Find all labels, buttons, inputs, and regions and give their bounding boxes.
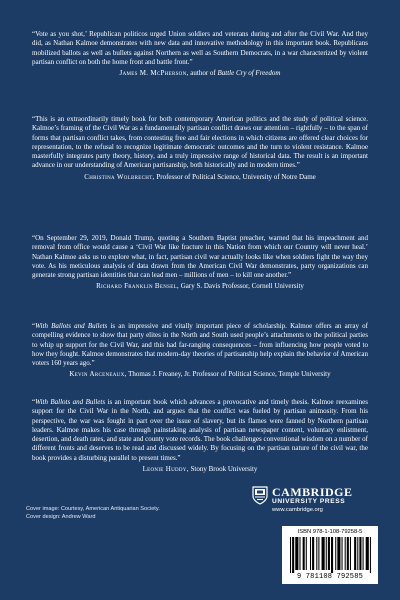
endorsement-mcpherson xyxy=(32,30,368,78)
isbn-barcode xyxy=(282,526,378,584)
barcode-bar xyxy=(342,537,343,570)
barcode-bar xyxy=(345,537,346,570)
book-title-italic: With Ballots and Bullets xyxy=(35,322,108,330)
barcode-bar xyxy=(363,537,364,570)
endorsement-quote: “Vote as you shot,’ Republican politicos urged Union soldiers and veterans during and after the Civil War. And they did, as Nathan Kalmoe demonstrates with new data and innovative methodology in this important book. Republicans mobilized ballots as well as bullets against Northern as well as Southern Democrats, in a war characterized by violent partisan conflict on both the home front and battle front.” xyxy=(32,30,368,66)
barcode-bar xyxy=(292,537,294,573)
endorser-name: James M. McPherson, xyxy=(119,69,189,78)
endorsement-attribution xyxy=(32,465,368,474)
endorser-affiliation: Professor of Political Science, University of Notre Dame xyxy=(156,172,316,181)
cover-image-credit: Cover image: Courtesy, American Antiquarian Society. xyxy=(26,506,160,512)
endorsement-attribution xyxy=(32,69,368,78)
endorsement-attribution xyxy=(32,173,368,182)
endorsement-attribution xyxy=(32,370,368,379)
endorsement-quote: “This is an extraordinarily timely book for both contemporary American politics and the study of political science. Kalmoe’s framing of the Civil War as a fundamentally partisan conflict draws our attention – rightfully – to the span of forms that partisan conflict takes, from contesting free and fair elections in which citizens are offered clear choices for representation, to the refusal to recognize legitimate democratic outcomes and the turn to violent resistance. Kalmoe masterfully integrates party theory, history, and a truly impressive range of historical data. The result is an important advance in our understanding of American partisanship, both historically and in modern times.” xyxy=(32,115,368,170)
endorsement-quote-text: is an impressive and vitally important piece of scholarship. Kalmoe offers an array of compelling evidence to show that party elites in the North and South used people’s attachments to the political parties to whip up support for the Civil War, and this had far-ranging consequences – from influencing how people voted to how they fought. Kalmoe demonstrates that modern-day theories of partisanship help explain the behavior of American voters 160 years ago.” xyxy=(32,322,368,368)
barcode-bar xyxy=(303,537,305,570)
isbn-label: ISBN 978-1-108-79258-5 xyxy=(297,529,363,535)
publisher-text xyxy=(272,486,353,514)
endorser-affiliation: Stony Brook University xyxy=(190,465,258,474)
barcode-bar xyxy=(316,537,317,570)
endorsement-quote: “On September 29, 2019, Donald Trump, quoting a Southern Baptist preacher, warned that his impeachment and removal from office would cause a ‘Civil War like fracture in this Nation from which our Country will never heal.’ Nathan Kalmoe asks us to explore what, in fact, partisan civil war actually looks like when soldiers fight the way they vote. As his meticulous analysis of data drawn from the American Civil War demonstrates, party organizations can generate strong partisan identities that can lead men – millions of men – to kill one another.” xyxy=(32,234,368,280)
endorsement-quote: “With Ballots and Bullets is an important book which advances a provocative and timely thesis. Kalmoe reexamines support for the Civil War in the North, and argues that the conflict was fueled by partisan animosity. From his perspective, the war was fought in part over the issue of slavery, but its flames were fanned by Northern partisan leaders. Kalmoe makes his case through painstaking analysis of partisan newspaper content, voluntary enlistment, desertion, and death rates, and state and county vote records. The book challenges conventional wisdom on a number of different fronts and deserves to be read and discussed widely. By focusing on the partisan nature of the civil war, the book provides a disturbing parallel to present times.” xyxy=(32,398,368,462)
endorser-name: Richard Franklin Bensel, xyxy=(96,282,179,291)
barcode-bar xyxy=(357,537,358,570)
barcode-bar xyxy=(359,537,361,570)
endorsement-wolbrecht xyxy=(32,115,368,182)
barcode-bar xyxy=(350,537,351,570)
barcode-bar xyxy=(347,537,349,570)
barcode-bar xyxy=(331,537,333,573)
endorser-name: Leonie Huddy, xyxy=(142,465,189,474)
endorser-title-prefix: author of xyxy=(190,69,218,78)
barcode-bar xyxy=(326,537,327,570)
endorser-book-title: Battle Cry of Freedom xyxy=(217,69,281,78)
barcode-bars xyxy=(290,537,372,573)
barcode-bar xyxy=(370,537,371,573)
endorsement-attribution xyxy=(32,282,368,291)
endorsement-huddy xyxy=(32,398,368,474)
barcode-bar xyxy=(322,537,325,570)
barcode-bar xyxy=(306,537,307,570)
barcode-bar xyxy=(337,537,340,570)
barcode-bar xyxy=(312,537,314,570)
barcode-bar xyxy=(328,537,330,570)
barcode-bar xyxy=(366,537,369,570)
barcode-bar xyxy=(310,537,311,570)
publisher-url: www.cambridge.org xyxy=(272,507,323,513)
isbn-digits: 9 781108 792585 xyxy=(296,573,363,581)
endorser-name: Kevin Arceneaux, xyxy=(69,370,127,379)
endorsement-quote-text: is an important book which advances a provocative and timely thesis. Kalmoe reexamines support for the Civil War in the North, and argues that the conflict was fueled by partisan animosity. From his perspective, the war was fought in part over the issue of slavery, but its flames were fanned by Northern partisan leaders. Kalmoe makes his case through painstaking analysis of partisan newspaper content, voluntary enlistment, desertion, and death rates, and state and county vote records. The book challenges conventional wisdom on a number of different fronts and deserves to be read and discussed widely. By focusing on the partisan nature of the civil war, the book provides a disturbing parallel to present times.” xyxy=(32,398,368,462)
barcode-bar xyxy=(290,537,291,573)
cover-design-credit: Cover design: Andrew Ward xyxy=(26,514,96,520)
publisher-subtitle: UNIVERSITY PRESS xyxy=(272,498,346,505)
publisher-name: CAMBRIDGE xyxy=(272,485,353,499)
barcode-bar xyxy=(295,537,298,570)
barcode-bar xyxy=(299,537,300,570)
endorsement-bensel xyxy=(32,234,368,291)
endorser-name: Christina Wolbrecht, xyxy=(84,172,155,181)
endorser-affiliation: Gary S. Davis Professor, Cornell University xyxy=(180,282,304,291)
barcode-bar xyxy=(354,537,356,570)
barcode-bar xyxy=(335,537,336,570)
book-title-italic: With Ballots and Bullets xyxy=(35,398,106,406)
barcode-bar xyxy=(318,537,319,570)
endorser-affiliation: Thomas J. Freaney, Jr. Professor of Political Science, Temple University xyxy=(128,370,331,379)
cambridge-shield-icon xyxy=(252,486,268,505)
endorsement-quote: “With Ballots and Bullets is an impressive and vitally important piece of scholarship. Kalmoe offers an array of compelling evidence to show that party elites in the North and South used people’s attachments to the political parties to whip up support for the Civil War, and this had far-ranging consequences – from influencing how people voted to how they fought. Kalmoe demonstrates that modern-day theories of partisanship help explain the behavior of American voters 160 years ago.” xyxy=(32,322,368,368)
endorsement-arceneaux xyxy=(32,322,368,379)
cover-credits xyxy=(26,505,186,521)
